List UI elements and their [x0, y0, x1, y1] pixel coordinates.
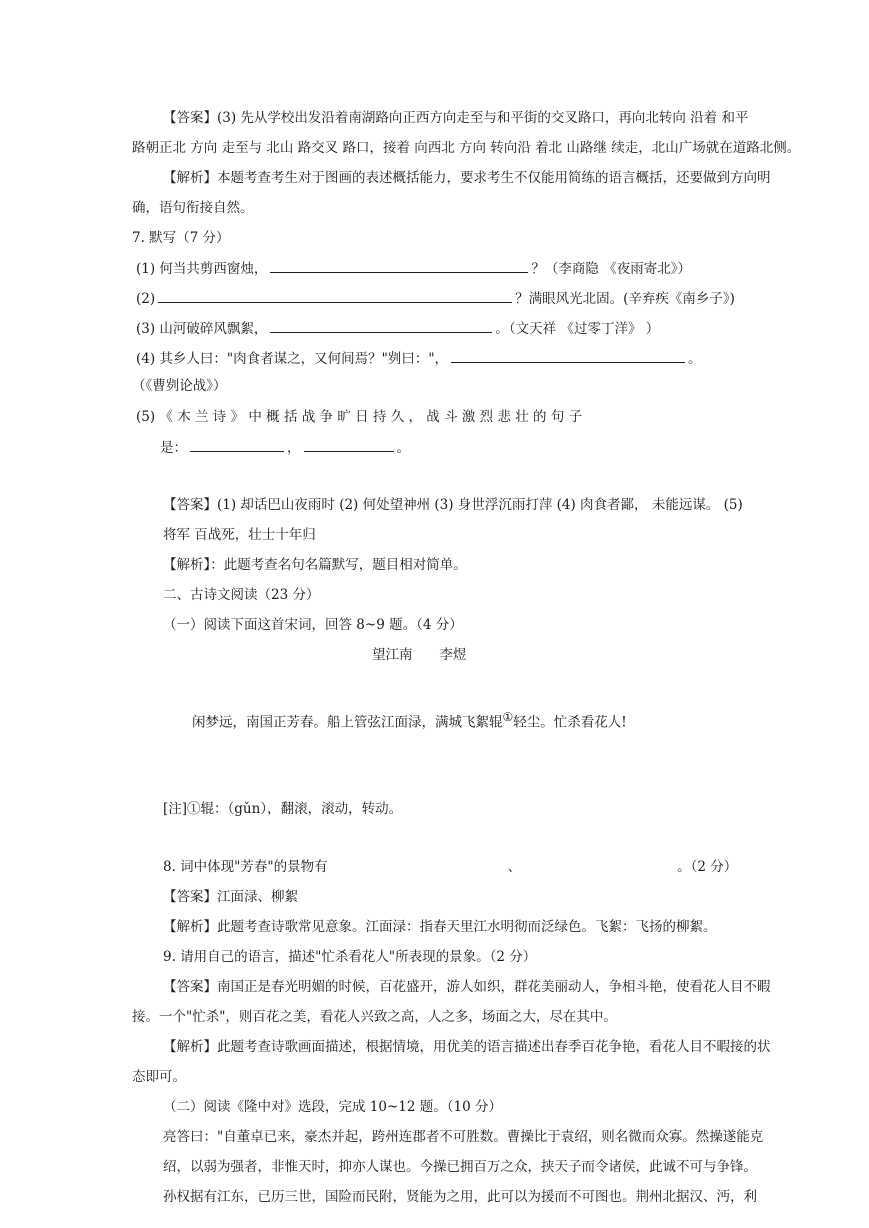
q6-analysis-line-2: 确，语句衔接自然。	[132, 200, 254, 216]
q7-item-4-source: （《曹刿论战》）	[132, 378, 227, 394]
q7-item-4-prefix: (4) 其乡人曰："肉食者谋之，又何间焉？"刿曰："，	[136, 351, 449, 367]
q7-item-1-prefix: (1) 何当共剪西窗烛，	[136, 261, 268, 277]
passage-line-2: 绍，以弱为强者，非惟天时，抑亦人谋也。今操已拥百万之众，挟天子而令诸侯，此诚不可与争锋。	[163, 1159, 757, 1175]
q7-item-4-suffix: 。	[688, 351, 702, 367]
q9-analysis-line-1: 【解析】此题考查诗歌画面描述，根据情境，用优美的语言描述出春季百花争艳，看花人目不暇接的状	[163, 1039, 771, 1055]
q7-item-5-blank-2[interactable]	[304, 437, 394, 452]
q7-answer-line-1: 【答案】(1) 却话巴山夜雨时 (2) 何处望神州 (3) 身世浮沉雨打萍 (4) 肉食者鄙， 未能远谋。 (5)	[163, 497, 743, 513]
q8-answer: 【答案】江面渌、柳絮	[163, 889, 298, 905]
poem-note: [注]①辊：（gǔn），翻滚，滚动，转动。	[163, 801, 403, 817]
poem-note-marker: ①	[502, 710, 514, 724]
q8-analysis: 【解析】此题考查诗歌常见意象。江面渌：指春天里江水明彻而泛绿色。飞絮：飞扬的柳絮。	[163, 919, 717, 935]
q7-item-5-line-2	[160, 437, 410, 458]
poem-text-part-a: 闲梦远，南国正芳春。船上管弦江面渌，满城飞絮辊	[192, 714, 503, 731]
q8-prefix: 8. 词中体现"芳春"的景物有	[163, 859, 328, 875]
q7-item-1	[136, 258, 691, 279]
q7-item-5-prefix: 是：	[160, 440, 187, 456]
q7-item-2-blank[interactable]	[158, 288, 512, 303]
part-2-title: （二）阅读《隆中对》选段，完成 10~12 题。（10 分）	[163, 1099, 502, 1115]
section-2-title: 二、古诗文阅读（23 分）	[163, 587, 320, 603]
q7-item-3-prefix: (3) 山河破碎风飘絮，	[136, 321, 268, 337]
q7-item-3-suffix: 。（文天祥 《过零丁洋》 ）	[495, 321, 660, 337]
q9-analysis-line-2: 态即可。	[132, 1069, 186, 1085]
q7-analysis: 【解析】：此题考查名句名篇默写，题目相对简单。	[163, 557, 467, 573]
q6-answer-line-1: 【答案】(3) 先从学校出发沿着南湖路向正西方向走至与和平街的交叉路口，再向北转向 沿着 和平	[163, 110, 749, 126]
part-1-title: （一）阅读下面这首宋词，回答 8~9 题。（4 分）	[163, 617, 463, 633]
q7-item-3	[136, 318, 659, 339]
q7-item-4	[136, 348, 702, 369]
q7-item-2	[136, 288, 735, 309]
q7-item-4-blank[interactable]	[451, 348, 685, 363]
q7-item-5-blank-1[interactable]	[190, 437, 284, 452]
q7-answer-line-2: 将军 百战死，壮士十年归	[163, 527, 316, 543]
q8-separator: 、	[507, 859, 522, 875]
q7-item-2-suffix: ？满眼风光北固。(辛弃疾《南乡子》)	[515, 291, 735, 307]
q7-item-3-blank[interactable]	[270, 318, 492, 333]
q6-answer-line-2: 路朝正北 方向 走至与 北山 路交叉 路口，接着 向西北 方向 转向沿 着北 山路继 续走，北山广场就在道路北侧。	[132, 140, 801, 156]
q7-item-2-prefix: (2)	[136, 291, 156, 307]
q9-question: 9. 请用自己的语言，描述"忙杀看花人"所表现的景象。（2 分）	[163, 949, 537, 965]
q7-title: 7. 默写（7 分）	[132, 230, 230, 246]
poem-text	[192, 707, 627, 733]
q7-item-5-comma: ，	[287, 440, 301, 456]
q9-answer-line-1: 【答案】南国正是春光明媚的时候，百花盛开，游人如织，群花美丽动人，争相斗艳，使看花人目不暇	[163, 979, 771, 995]
q8-question	[163, 857, 737, 877]
q6-analysis-line-1: 【解析】本题考查考生对于图画的表述概括能力，要求考生不仅能用简练的语言概括，还要做到方向明	[163, 170, 771, 186]
q7-item-1-blank[interactable]	[270, 258, 528, 273]
q7-item-5-line-1: (5) 《 木 兰 诗 》 中 概 括 战 争 旷 日 持 久 ， 战 斗 激 烈 悲 壮 的 句 子	[136, 409, 583, 425]
passage-line-1: 亮答曰："自董卓已来，豪杰并起，跨州连郡者不可胜数。曹操比于袁绍，则名微而众寡。然操遂能克	[163, 1129, 764, 1145]
q9-answer-line-2: 接。一个"忙杀"，则百花之美，看花人兴致之高，人之多，场面之大，尽在其中。	[132, 1009, 617, 1025]
poem-text-part-b: 轻尘。忙杀看花人!	[513, 714, 627, 731]
q7-item-1-suffix: ？（李商隐 《夜雨寄北》）	[531, 261, 691, 277]
passage-line-3: 孙权据有江东，已历三世，国险而民附，贤能为之用，此可以为援而不可图也。荆州北据汉、沔，利	[163, 1189, 757, 1205]
q8-suffix: 。（2 分）	[677, 859, 738, 875]
q7-item-5-suffix: 。	[396, 440, 410, 456]
poem-title: 望江南 李煜	[372, 647, 467, 663]
